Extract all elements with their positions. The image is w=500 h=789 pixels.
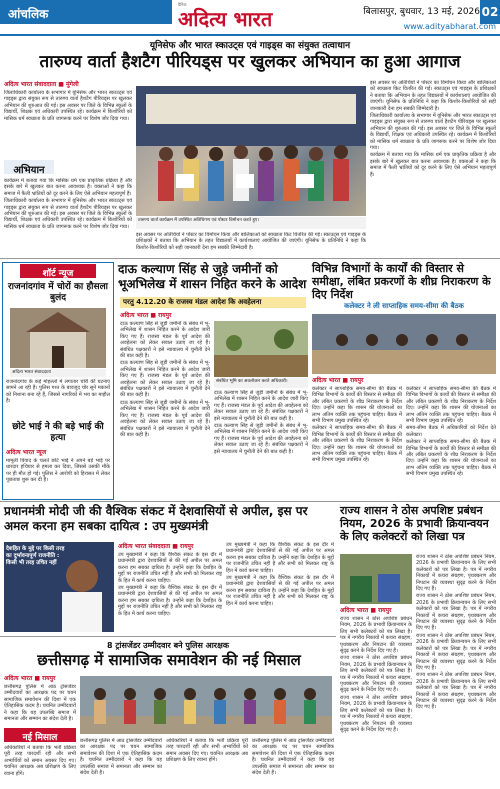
bottom-photo — [80, 676, 332, 734]
bottom-byline: अदित्य भारत ■ रायपुर — [4, 675, 56, 682]
recruits-group-illustration — [80, 676, 332, 734]
pm-headline[interactable]: प्रधानमंत्री मोदी जी की वैश्विक संकट में देशवासियों से अपील, इस पर अमल करना हम सबका दायित्व : उप मुख्यमंत्री — [4, 504, 308, 533]
lead-byline: अदित्य भारत संवाददाता ■ मुंगेली — [4, 81, 79, 88]
bottom-kicker: 8 ट्रांसजेंडर उम्मीदवार बने पुलिस आरक्षक — [107, 641, 229, 650]
lead-side-label: अभियान — [4, 160, 54, 174]
lead-kicker: यूनिसेफ और भारत स्काउट्स एवं गाइड्स का संयुक्त तत्वाधान — [149, 41, 351, 51]
masthead — [0, 0, 500, 36]
right-byline: अदित्य भारत ■ रायपुर — [312, 377, 364, 384]
bottom-body-col1: छत्तीसगढ़ पुलिस में आठ ट्रांसजेंडर उम्मीदवारों का आरक्षक पद पर चयन सामाजिक समावेशन की दिशा में एक ऐतिहासिक कदम है। चयनित उम्मीदवारों ने कहा कि यह उपलब्धि समाज में समानता और सम्मान का संदेश देती है। — [4, 684, 76, 723]
state-body-col2: राज्य शासन ने ठोस अपशिष्ट प्रबंधन नियम, 2026 के प्रभावी क्रियान्वयन के लिए सभी कलेक्टरों को पत्र लिखा है। पत्र में नगरीय निकायों में कचरा संग्रहण, पृथक्करण और निपटान की व्यवस्था सुदृढ़ करने के निर्देश दिए गए हैं। राज्य शासन ने ठोस अपशिष्ट प्रबंधन नियम, 2026 के प्रभावी क्रियान्वयन के लिए सभी कलेक्टरों को पत्र लिखा है। पत्र में नगरीय निकायों में कचरा संग्रहण, पृथक्करण और निपटान की व्यवस्था सुदृढ़ करने के निर्देश दिए गए हैं। राज्य शासन ने ठोस अपशिष्ट प्रबंधन नियम, 2026 के प्रभावी क्रियान्वयन के लिए सभी कलेक्टरों को पत्र लिखा है। पत्र में नगरीय निकायों में कचरा संग्रहण, पृथक्करण और निपटान की व्यवस्था सुदृढ़ करने के निर्देश दिए गए हैं। राज्य शासन ने ठोस अपशिष्ट प्रबंधन नियम, 2026 के प्रभावी क्रियान्वयन के लिए सभी कलेक्टरों को पत्र लिखा है। पत्र में नगरीय निकायों में कचरा संग्रहण, पृथक्करण और निपटान की व्यवस्था सुदृढ़ करने के निर्देश दिए गए हैं। — [416, 554, 496, 711]
mid-byline: अदित्य भारत ■ रायपुर — [120, 312, 172, 319]
right-kicker: कलेक्टर ने ली साप्ताहिक समय-सीमा की बैठक — [344, 302, 464, 310]
state-byline: अदित्य भारत ■ रायपुर — [340, 607, 392, 614]
logo-text: अदित्य भारत — [178, 7, 273, 31]
website-link[interactable]: www.adityabharat.com — [403, 22, 496, 31]
story1-byline: अदित्य भारत संवाददाता — [10, 369, 106, 377]
pm-photo — [4, 542, 114, 632]
story1-headline[interactable]: राजनांदगांव में चोरों का हौसला बुलंद — [7, 282, 109, 303]
waste-illustration — [340, 554, 412, 604]
lead-body-left: जिलाधिकारी कार्यालय के सभागार में यूनिसेफ और भारत स्काउट्स एवं गाइड्स द्वारा संयुक्त रूप से तारुण्य वार्ता हैशटैग पीरियड्स पर खुलकर अभियान की शुरुआत की गई। इस अवसर पर जिले के विभिन्न स्कूलों के विद्यार्थी, शिक्षक एवं अधिकारी उपस्थित रहे। कार्यक्रम में किशोरियों को मासिक धर्म स्वच्छता के प्रति जागरूक करने पर विशेष जोर दिया गया। — [4, 90, 132, 122]
lead-body-left2: कार्यक्रम में बताया गया कि मासिक धर्म एक प्राकृतिक प्रक्रिया है और इसके बारे में खुलकर बात करना आवश्यक है। वक्ताओं ने कहा कि समाज में फैली भ्रांतियों को दूर करने के लिए ऐसे अभियान महत्वपूर्ण हैं। जिलाधिकारी कार्यालय के सभागार में यूनिसेफ और भारत स्काउट्स एवं गाइड्स द्वारा संयुक्त रूप से तारुण्य वार्ता हैशटैग पीरियड्स पर खुलकर अभियान की शुरुआत की गई। इस अवसर पर जिले के विभिन्न स्कूलों के विद्यार्थी, शिक्षक एवं अधिकारी उपस्थित रहे। कार्यक्रम में किशोरियों को मासिक धर्म स्वच्छता के प्रति जागरूक करने पर विशेष जोर दिया गया। — [4, 178, 132, 230]
section-divider — [0, 258, 500, 259]
bottom-body-col3: अधिकारियों ने बताया कि भर्ती प्रक्रिया पूरी तरह पारदर्शी रही और सभी अभ्यर्थियों को समान अवसर दिए गए। चयनित आरक्षक अब प्रशिक्षण के लिए रवाना होंगे। — [166, 738, 248, 764]
bottom-body-col2: छत्तीसगढ़ पुलिस में आठ ट्रांसजेंडर उम्मीदवारों का आरक्षक पद पर चयन सामाजिक समावेशन की दिशा में एक ऐतिहासिक कदम है। चयनित उम्मीदवारों ने कहा कि यह उपलब्धि समाज में समानता और सम्मान का संदेश देती है। — [80, 738, 162, 777]
bottom-side-label: नई मिसाल — [4, 728, 76, 742]
mid-highlight: परतु 4.12.20 के राजस्व मंडल आदेश कि अवहेलना — [120, 297, 306, 308]
bottom-headline[interactable]: छत्तीसगढ़ में सामाजिक समावेशन की नई मिसाल — [37, 651, 301, 669]
dateline: बिलासपुर, बुधवार, 13 मई, 2026 — [363, 7, 480, 17]
pm-byline: अदित्य भारत संवाददाता ■ रायपुर — [118, 543, 194, 550]
bottom-body-col4: छत्तीसगढ़ पुलिस में आठ ट्रांसजेंडर उम्मीदवारों का आरक्षक पद पर चयन सामाजिक समावेशन की दिशा में एक ऐतिहासिक कदम है। चयनित उम्मीदवारों ने कहा कि यह उपलब्धि समाज में समानता और सम्मान का संदेश देती है। — [252, 738, 334, 777]
story2-byline: अदित्य भारत न्यूज — [6, 449, 47, 456]
header-rule — [0, 34, 500, 36]
right-body-col1: कलेक्टर ने साप्ताहिक समय-सीमा की बैठक में विभिन्न विभागों के कार्यों की विस्तार से समीक्षा की और लंबित प्रकरणों के शीघ्र निराकरण के निर्देश दिए। उन्होंने कहा कि शासन की योजनाओं का लाभ अंतिम व्यक्ति तक पहुंचना चाहिए। बैठक में सभी विभाग प्रमुख उपस्थित रहे। कलेक्टर ने साप्ताहिक समय-सीमा की बैठक में विभिन्न विभागों के कार्यों की विस्तार से समीक्षा की और लंबित प्रकरणों के शीघ्र निराकरण के निर्देश दिए। उन्होंने कहा कि शासन की योजनाओं का लाभ अंतिम व्यक्ति तक पहुंचना चाहिए। बैठक में सभी विभाग प्रमुख उपस्थित रहे। — [312, 386, 402, 464]
mid-photo — [214, 321, 308, 377]
state-photo — [340, 554, 412, 604]
state-headline[interactable]: राज्य शासन ने ठोस अपशिष्ट प्रबंधन नियम, 2026 के प्रभावी क्रियान्वयन के लिए कलेक्टरों को लिखा पत्र — [340, 504, 489, 543]
lead-photo-caption: तारुण्य वार्ता कार्यक्रम में उपस्थित अतिथिगण एवं पोस्टर विमोचन करते हुए। — [136, 217, 366, 229]
story2-headline[interactable]: छोटे भाई ने की बड़े भाई की हत्या — [12, 422, 104, 443]
story2-body: मामूली विवाद के चलते छोटे भाई ने अपने बड़े भाई पर धारदार हथियार से हमला कर दिया, जिससे उसकी मौके पर ही मौत हो गई। पुलिस ने आरोपी को हिरासत में लेकर पूछताछ शुरू कर दी है। — [6, 458, 110, 484]
short-news-label: शॉर्ट न्यूज — [20, 264, 96, 278]
right-headline[interactable]: विभिन्न विभागों के कार्यों की विस्तार से समीक्षा, लंबित प्रकरणों के शीघ्र निराकरण के दिए निर्देश — [312, 262, 491, 301]
lead-headline[interactable]: तारुण्य वार्ता हैशटैग पीरियड्स पर खुलकर अभियान का हुआ आगाज — [39, 52, 461, 72]
mid-body-col2: दाऊ कल्याण सिंह से जुड़ी जमीनों के संबंध में भू-अभिलेख में शासन निहित करने के आदेश जारी किए गए हैं। राजस्व मंडल के पूर्व आदेश की अवहेलना को लेकर सवाल उठाए जा रहे हैं। संबंधित पक्षकारों ने इसे न्यायालय में चुनौती देने की बात कही है। दाऊ कल्याण सिंह से जुड़ी जमीनों के संबंध में भू-अभिलेख में शासन निहित करने के आदेश जारी किए गए हैं। राजस्व मंडल के पूर्व आदेश की अवहेलना को लेकर सवाल उठाए जा रहे हैं। संबंधित पक्षकारों ने इसे न्यायालय में चुनौती देने की बात कही है। — [214, 390, 308, 455]
right-photo — [312, 314, 496, 374]
state-body-col1: राज्य शासन ने ठोस अपशिष्ट प्रबंधन नियम, 2026 के प्रभावी क्रियान्वयन के लिए सभी कलेक्टरों को पत्र लिखा है। पत्र में नगरीय निकायों में कचरा संग्रहण, पृथक्करण और निपटान की व्यवस्था सुदृढ़ करने के निर्देश दिए गए हैं। राज्य शासन ने ठोस अपशिष्ट प्रबंधन नियम, 2026 के प्रभावी क्रियान्वयन के लिए सभी कलेक्टरों को पत्र लिखा है। पत्र में नगरीय निकायों में कचरा संग्रहण, पृथक्करण और निपटान की व्यवस्था सुदृढ़ करने के निर्देश दिए गए हैं। राज्य शासन ने ठोस अपशिष्ट प्रबंधन नियम, 2026 के प्रभावी क्रियान्वयन के लिए सभी कलेक्टरों को पत्र लिखा है। पत्र में नगरीय निकायों में कचरा संग्रहण, पृथक्करण और निपटान की व्यवस्था सुदृढ़ करने के निर्देश दिए गए हैं। — [340, 616, 412, 733]
pm-body-col1: उप मुख्यमंत्री ने कहा कि वैश्विक संकट के इस दौर में प्रधानमंत्री द्वारा देशवासियों से की गई अपील पर अमल करना हम सबका दायित्व है। उन्होंने कहा कि देशहित के मुद्दों पर राजनीति उचित नहीं है और सभी को मिलकर राष्ट्र के हित में कार्य करना चाहिए। उप मुख्यमंत्री ने कहा कि वैश्विक संकट के इस दौर में प्रधानमंत्री द्वारा देशवासियों से की गई अपील पर अमल करना हम सबका दायित्व है। उन्होंने कहा कि देशहित के मुद्दों पर राजनीति उचित नहीं है और सभी को मिलकर राष्ट्र के हित में कार्य करना चाहिए। — [118, 552, 222, 617]
section-divider-3 — [0, 636, 336, 637]
meeting-illustration — [312, 314, 496, 374]
lead-photo — [136, 86, 366, 216]
lead-body-right: इस अवसर पर अतिथियों ने पोस्टर का विमोचन किया और बालिकाओं को स्वच्छता किट वितरित की गई। स्काउट्स एवं गाइड्स के प्रशिक्षकों ने बताया कि अभियान के तहत विद्यालयों में कार्यशालाएं आयोजित की जाएंगी। यूनिसेफ के प्रतिनिधि ने कहा कि किशोर-किशोरियों को सही जानकारी देना हम सबकी जिम्मेदारी है। जिलाधिकारी कार्यालय के सभागार में यूनिसेफ और भारत स्काउट्स एवं गाइड्स द्वारा संयुक्त रूप से तारुण्य वार्ता हैशटैग पीरियड्स पर खुलकर अभियान की शुरुआत की गई। इस अवसर पर जिले के विभिन्न स्कूलों के विद्यार्थी, शिक्षक एवं अधिकारी उपस्थित रहे। कार्यक्रम में किशोरियों को मासिक धर्म स्वच्छता के प्रति जागरूक करने पर विशेष जोर दिया गया। कार्यक्रम में बताया गया कि मासिक धर्म एक प्राकृतिक प्रक्रिया है और इसके बारे में खुलकर बात करना आवश्यक है। वक्ताओं ने कहा कि समाज में फैली भ्रांतियों को दूर करने के लिए ऐसे अभियान महत्वपूर्ण हैं। — [370, 80, 496, 178]
mid-headline[interactable]: दाऊ कल्याण सिंह से जुड़े जमीनों को भूअभिलेख में शासन निहित करने के आदेश — [118, 262, 307, 291]
house-illustration — [10, 308, 106, 368]
bottom-body-col1b: अधिकारियों ने बताया कि भर्ती प्रक्रिया पूरी तरह पारदर्शी रही और सभी अभ्यर्थियों को समान अवसर दिए गए। चयनित आरक्षक अब प्रशिक्षण के लिए रवाना होंगे। — [4, 745, 76, 777]
group-photo-illustration — [136, 86, 366, 216]
story1-body: राजनांदगांव के कई मोहल्लों में लगातार चोरी की घटनाएं सामने आ रही हैं। पुलिस गश्त के बावजूद चोर सूने मकानों को निशाना बना रहे हैं, जिससे नागरिकों में भय का माहौल है। — [6, 379, 110, 405]
lead-body-bottom: इस अवसर पर अतिथियों ने पोस्टर का विमोचन किया और बालिकाओं को स्वच्छता किट वितरित की गई। स्काउट्स एवं गाइड्स के प्रशिक्षकों ने बताया कि अभियान के तहत विद्यालयों में कार्यशालाएं आयोजित की जाएंगी। यूनिसेफ के प्रतिनिधि ने कहा कि किशोर-किशोरियों को सही जानकारी देना हम सबकी जिम्मेदारी है। — [136, 232, 366, 251]
mid-body-col1: दाऊ कल्याण सिंह से जुड़ी जमीनों के संबंध में भू-अभिलेख में शासन निहित करने के आदेश जारी किए गए हैं। राजस्व मंडल के पूर्व आदेश की अवहेलना को लेकर सवाल उठाए जा रहे हैं। संबंधित पक्षकारों ने इसे न्यायालय में चुनौती देने की बात कही है। दाऊ कल्याण सिंह से जुड़ी जमीनों के संबंध में भू-अभिलेख में शासन निहित करने के आदेश जारी किए गए हैं। राजस्व मंडल के पूर्व आदेश की अवहेलना को लेकर सवाल उठाए जा रहे हैं। संबंधित पक्षकारों ने इसे न्यायालय में चुनौती देने की बात कही है। दाऊ कल्याण सिंह से जुड़ी जमीनों के संबंध में भू-अभिलेख में शासन निहित करने के आदेश जारी किए गए हैं। राजस्व मंडल के पूर्व आदेश की अवहेलना को लेकर सवाल उठाए जा रहे हैं। संबंधित पक्षकारों ने इसे न्यायालय में चुनौती देने की बात कही है। — [120, 321, 210, 438]
section-title: आंचलिक — [0, 0, 172, 24]
logo-tagline: दैनिक — [178, 2, 187, 7]
newspaper-logo — [178, 2, 298, 30]
story1-photo — [10, 308, 106, 368]
pm-photo-overlay: देशहित के मुद्दे पर किसी तरह का दुर्भावनापूर्ण राजनीति : किसी भी तरह उचित नहीं — [6, 546, 65, 566]
mid-photo-caption: संबंधित भूमि का अवलोकन करते अधिकारी। — [214, 378, 308, 388]
land-illustration — [214, 321, 308, 377]
section-divider-2 — [0, 501, 500, 502]
right-body-col2: कलेक्टर ने साप्ताहिक समय-सीमा की बैठक में विभिन्न विभागों के कार्यों की विस्तार से समीक्षा की और लंबित प्रकरणों के शीघ्र निराकरण के निर्देश दिए। उन्होंने कहा कि शासन की योजनाओं का लाभ अंतिम व्यक्ति तक पहुंचना चाहिए। बैठक में सभी विभाग प्रमुख उपस्थित रहे। समय-सीमा बैठक में अधिकारियों को निर्देश देते कलेक्टर। कलेक्टर ने साप्ताहिक समय-सीमा की बैठक में विभिन्न विभागों के कार्यों की विस्तार से समीक्षा की और लंबित प्रकरणों के शीघ्र निराकरण के निर्देश दिए। उन्होंने कहा कि शासन की योजनाओं का लाभ अंतिम व्यक्ति तक पहुंचना चाहिए। बैठक में सभी विभाग प्रमुख उपस्थित रहे। — [406, 386, 496, 478]
page-number: 02 — [480, 0, 500, 24]
pm-body-col2: उप मुख्यमंत्री ने कहा कि वैश्विक संकट के इस दौर में प्रधानमंत्री द्वारा देशवासियों से की गई अपील पर अमल करना हम सबका दायित्व है। उन्होंने कहा कि देशहित के मुद्दों पर राजनीति उचित नहीं है और सभी को मिलकर राष्ट्र के हित में कार्य करना चाहिए। उप मुख्यमंत्री ने कहा कि वैश्विक संकट के इस दौर में प्रधानमंत्री द्वारा देशवासियों से की गई अपील पर अमल करना हम सबका दायित्व है। उन्होंने कहा कि देशहित के मुद्दों पर राजनीति उचित नहीं है और सभी को मिलकर राष्ट्र के हित में कार्य करना चाहिए। — [226, 542, 334, 607]
